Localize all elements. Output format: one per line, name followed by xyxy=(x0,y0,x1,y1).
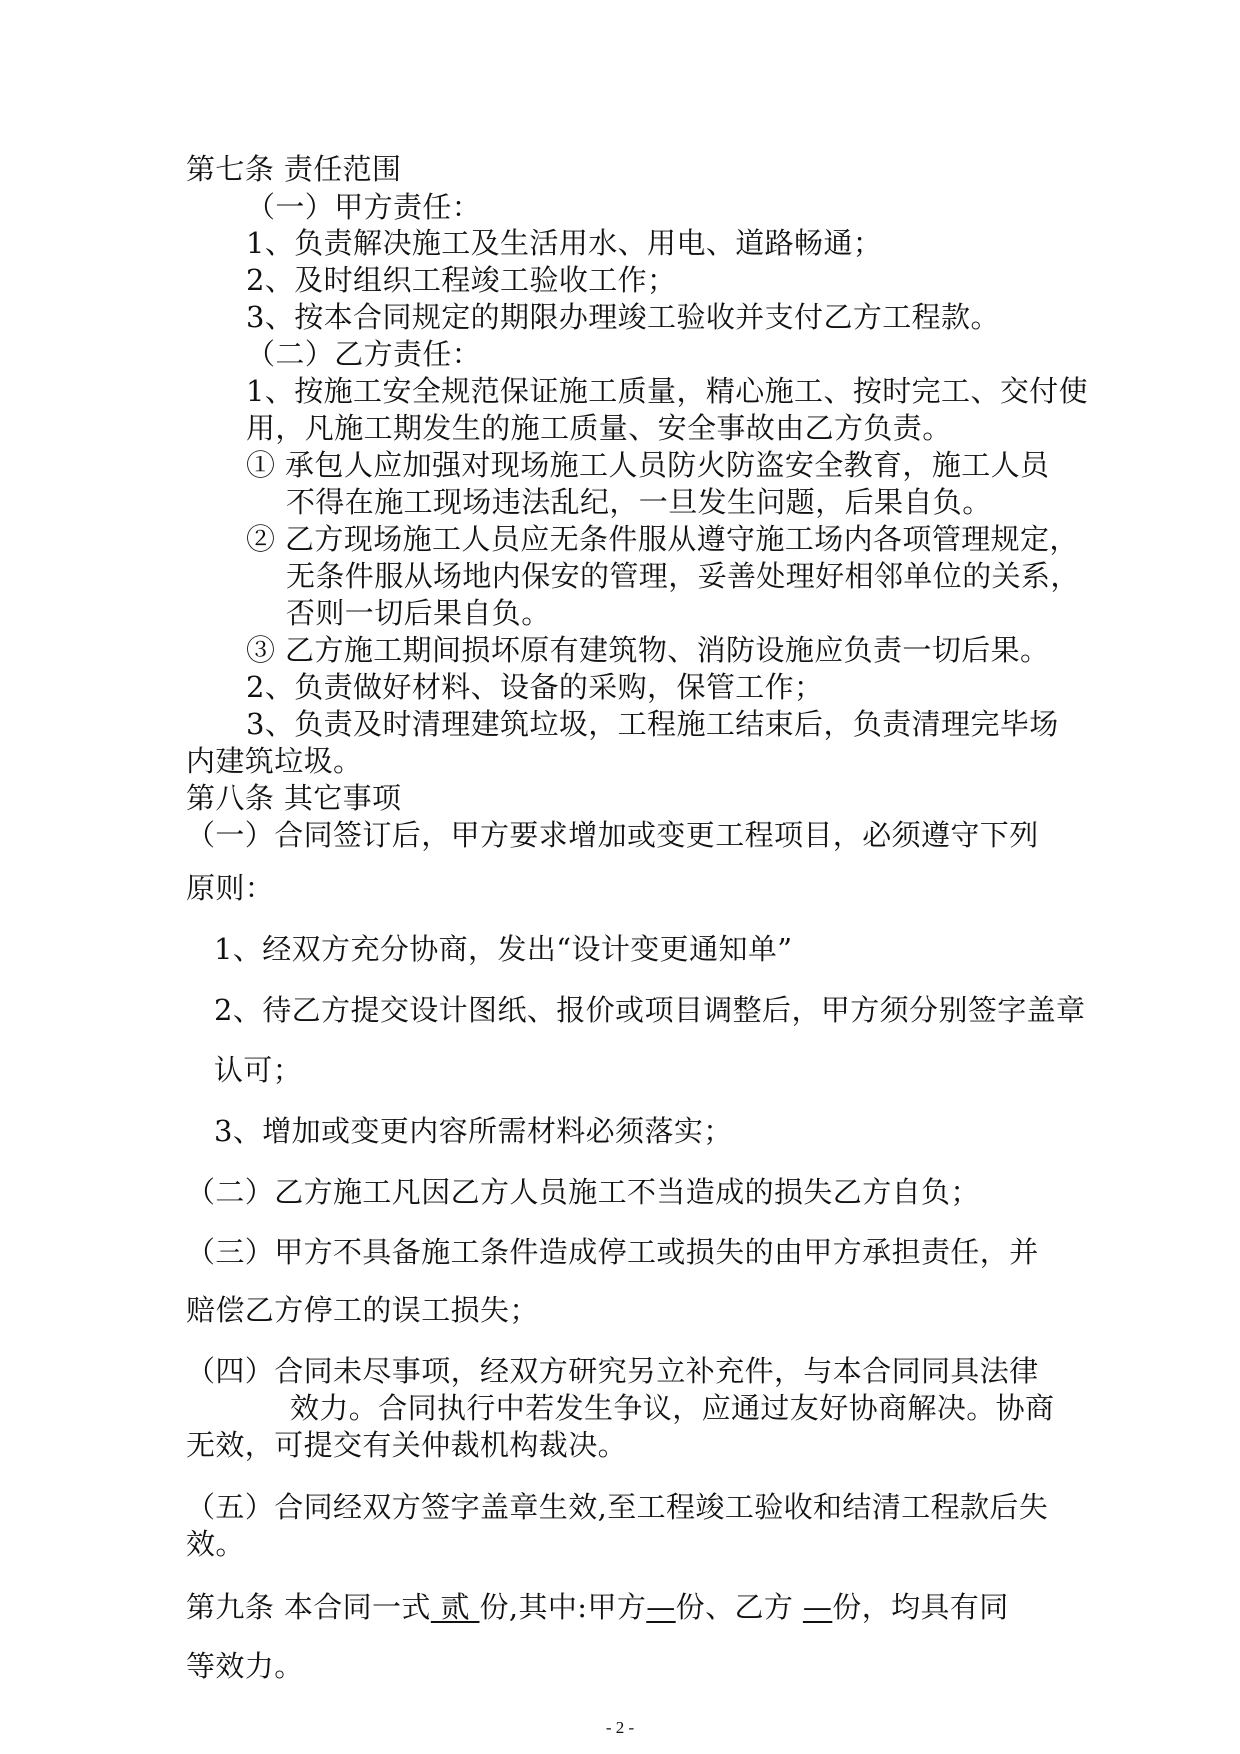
page-number: - 2 - xyxy=(605,1718,635,1737)
sub-item-1: 1、经双方充分协商，发出“设计变更通知单” xyxy=(214,932,793,966)
clause-5-line-1: （五）合同经双方签字盖章生效,至工程竣工验收和结清工程款后失 xyxy=(186,1490,1049,1524)
article9-line-1 xyxy=(186,1589,1009,1625)
article9-line-2: 等效力。 xyxy=(186,1649,304,1683)
partyA-copies-blank: — xyxy=(646,1590,676,1624)
partyA-item-1: 1、负责解决施工及生活用水、用电、道路畅通； xyxy=(246,226,883,260)
clause-4-line-2: 效力。合同执行中若发生争议，应通过友好协商解决。协商 xyxy=(290,1391,1055,1425)
article8-title: 第八条 其它事项 xyxy=(186,781,402,815)
partyB-item-3-line-2: 内建筑垃圾。 xyxy=(186,744,363,778)
sub-item-2-line-1: 2、待乙方提交设计图纸、报价或项目调整后，甲方须分别签字盖章 xyxy=(214,993,1086,1027)
article9-mid-1: 份,其中:甲方 xyxy=(479,1590,647,1624)
circled-1-line-2: 不得在施工现场违法乱纪，一旦发生问题，后果自负。 xyxy=(286,485,992,519)
clause-1-line-1: （一）合同签订后，甲方要求增加或变更工程项目，必须遵守下列 xyxy=(186,818,1039,852)
clause-3-line-1: （三）甲方不具备施工条件造成停工或损失的由甲方承担责任，并 xyxy=(186,1235,1039,1269)
article7-title: 第七条 责任范围 xyxy=(186,152,402,186)
clause-1-line-2: 原则： xyxy=(186,871,275,905)
partyB-item-1-line-1: 1、按施工安全规范保证施工质量，精心施工、按时完工、交付使 xyxy=(246,374,1089,408)
sub-item-2-line-2: 认可； xyxy=(214,1053,303,1087)
clause-5-line-2: 效。 xyxy=(186,1527,245,1561)
circled-2-line-2: 无条件服从场地内保安的管理，妥善处理好相邻单位的关系， xyxy=(286,559,1080,593)
clause-2: （二）乙方施工凡因乙方人员施工不当造成的损失乙方自负； xyxy=(186,1175,980,1209)
partyB-heading: （二）乙方责任： xyxy=(246,337,482,371)
circled-2-line-1: ② 乙方现场施工人员应无条件服从遵守施工场内各项管理规定， xyxy=(246,522,1079,556)
partyA-heading: （一）甲方责任： xyxy=(246,190,482,224)
clause-4-line-1: （四）合同未尽事项，经双方研究另立补充件，与本合同同具法律 xyxy=(186,1354,1039,1388)
clause-4-line-3: 无效，可提交有关仲裁机构裁决。 xyxy=(186,1428,628,1462)
clause-3-line-2: 赔偿乙方停工的误工损失； xyxy=(186,1293,539,1327)
partyB-item-2: 2、负责做好材料、设备的采购，保管工作； xyxy=(246,670,824,704)
partyB-copies-blank: — xyxy=(802,1590,833,1624)
partyB-item-3-line-1: 3、负责及时清理建筑垃圾，工程施工结束后，负责清理完毕场 xyxy=(246,707,1059,741)
partyB-item-1-line-2: 用，凡施工期发生的施工质量、安全事故由乙方负责。 xyxy=(246,411,952,445)
article9-prefix: 第九条 本合同一式 xyxy=(186,1590,431,1624)
sub-item-3: 3、增加或变更内容所需材料必须落实； xyxy=(214,1114,733,1148)
article9-mid-2: 份、乙方 xyxy=(675,1590,803,1624)
total-copies-blank: 贰 xyxy=(430,1590,480,1624)
circled-1-line-1: ① 承包人应加强对现场施工人员防火防盗安全教育，施工人员 xyxy=(246,448,1050,482)
circled-3: ③ 乙方施工期间损坏原有建筑物、消防设施应负责一切后果。 xyxy=(246,633,1050,667)
circled-2-line-3: 否则一切后果自负。 xyxy=(286,596,551,630)
partyA-item-2: 2、及时组织工程竣工验收工作； xyxy=(246,263,677,297)
partyA-item-3: 3、按本合同规定的期限办理竣工验收并支付乙方工程款。 xyxy=(246,300,1000,334)
article9-suffix: 份，均具有同 xyxy=(832,1590,1009,1624)
